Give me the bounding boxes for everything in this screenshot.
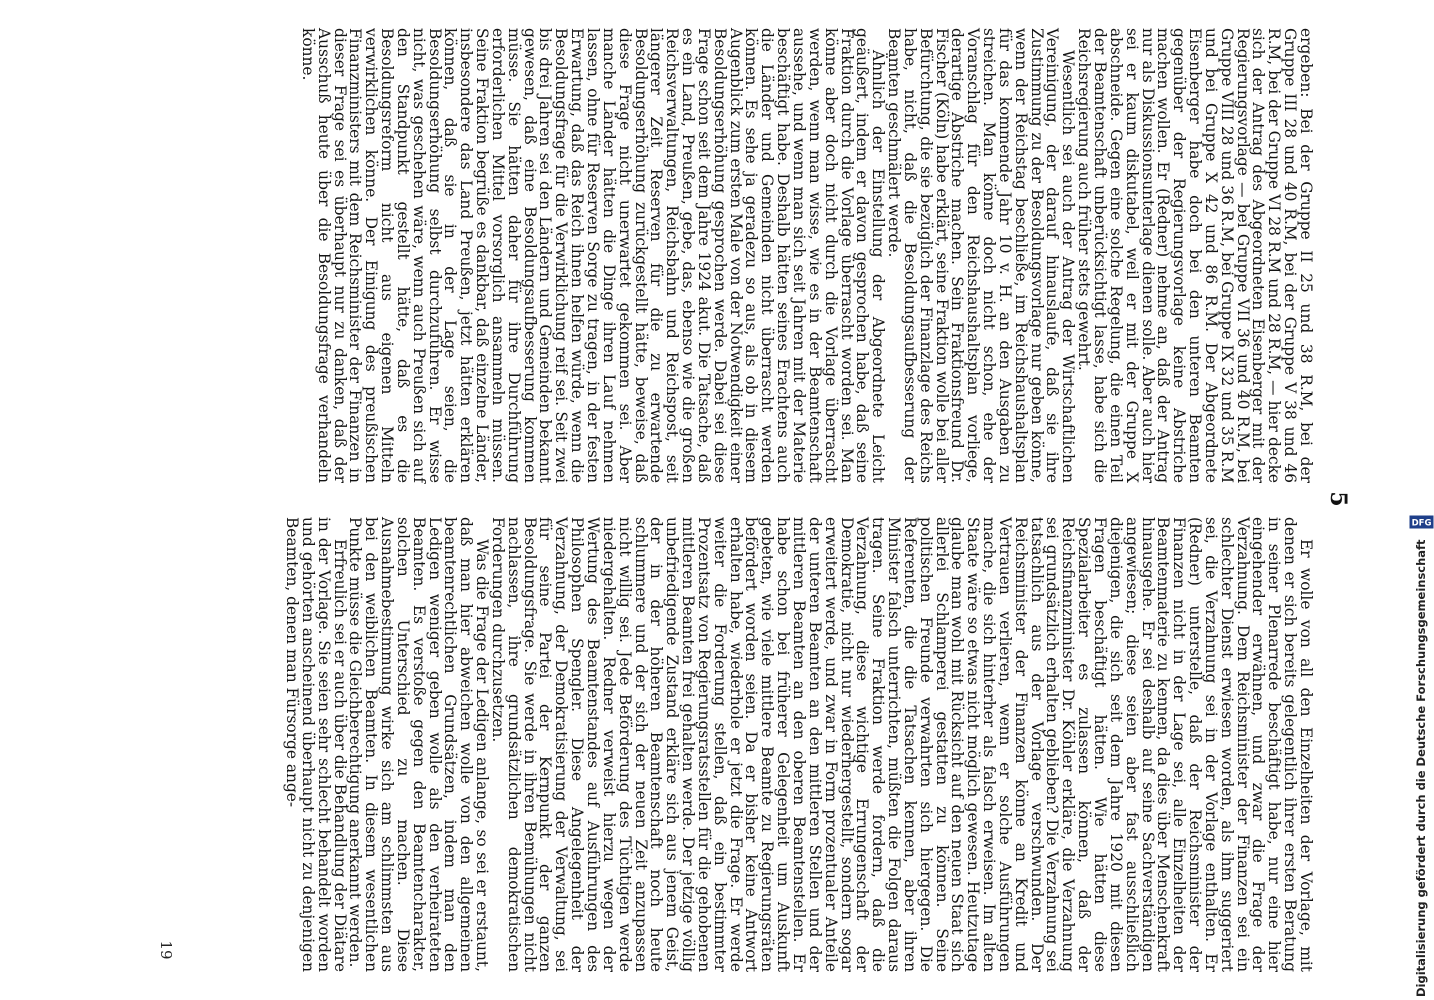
sheet-number: 19	[157, 940, 175, 960]
paragraph: Er wolle von all den Einzelheiten der Vorlage, mit denen er sich bereits gelegentlich ihrer ersten Beratung in seiner Plenarrede beschäftigt habe, nur eine hier eingehender erwähnen, und zwar die Frage der Verzahnung. Dem Reichsminister der Finanzen sei ein schlechter Dienst erwiesen worden, als ihm suggeriert sei, die Verzahnung sei in der Vorlage enthalten. Er (Redner) unterstelle, daß der Reichsminister der Finanzen nicht in der Lage sei, alle Einzelheiten der Beamtenmaterie zu kennen, da dies über Menschenkraft hinausgehe. Er sei deshalb auf seine Sachverständigen angewiesen; diese seien aber fast ausschließlich diejenigen, die sich seit dem Jahre 1920 mit diesen Fragen beschäftigt hätten. Wie hätten diese Spezialarbeiter es zulassen können, daß der Reichsfinanzminister Dr. Köhler erkläre, die Verzahnung sei grundsätzlich erhalten geblieben? Die Verzahnung sei tatsächlich aus der Vorlage verschwunden. Der Reichsminister der Finanzen könne an Kredit und Vertrauen verlieren, wenn er solche Ausführungen mache, die sich hinterher als falsch erweisen. Im alten Staate wäre so etwas nicht möglich gewesen. Heutzutage glaube man wohl mit Rücksicht auf den neuen Staat sich allerlei Schlamperei gestatten zu können. Seine politischen Freunde verwahrten sich hiergegen. Die Referenten, die die Tatsachen kennen, aber ihren Minister falsch unterrichten, müßten die Folgen daraus tragen. Seine Fraktion werde fordern, daß die Verzahnung, diese wichtige Errungenschaft der Demokratie, nicht nur wiederhergestellt, sondern sogar erweitert werde, und zwar in Form prozentualer Anteile der unteren Beamten an den mittleren Stellen und der mittleren Beamten an den oberen Beamtenstellen. Er habe schon bei früherer Gelegenheit um Auskunft gebeten, wie viele mittlere Beamte zu Regierungsräten befördert worden seien. Da er bisher keine Antwort erhalten habe, wiederhole er jetzt die Frage. Er werde weiter die Forderung stellen, daß ein bestimmter Prozentsatz von Regierungsratsstellen für die gehobenen mittleren Beamten frei gehalten werde. Der jetzige völlig unbefriedigende Zustand erkläre sich aus jenem Geist, der in der höheren Beamtenschaft noch heute schlummere und der sich der neuen Zeit anzupassen nicht willig sei. Jede Beförderung des Tüchtigen werde niedergehalten. Redner verweist hierzu wegen der Wertung des Beamtenstandes auf Ausführungen des Philosophen Spengler. Diese Angelegenheit der Verzahnung, der Demokratisierung der Verwaltung, sei für seine Partei der Kernpunkt der ganzen Besoldungsfrage. Sie werde in ihren Bemühungen nicht nachlassen, ihre grundsätzlichen demokratischen Forderungen durchzusetzen.	[488, 517, 1315, 972]
page-number: 5	[1325, 491, 1351, 507]
dfg-logo-icon	[1409, 516, 1433, 529]
paragraph: Wesentlich sei auch der Antrag der Wirtschaftlichen Vereinigung, der darauf hinauslaufe, daß sie ihre Zustimmung zu der Besoldungsvorlage nur geben könne, wenn der Reichstag beschließe, im Reichshaushaltsplan für das kommende Jahr 10 v. H. an den Ausgaben zu streichen. Man könne doch nicht schon, ehe der Voranschlag für den Reichshaushaltsplan vorliege, derartige Abstriche machen. Sein Fraktionsfreund Dr. Fischer (Köln) habe erklärt, seine Fraktion wolle bei aller Befürchtung, die sie bezüglich der Finanzlage des Reichs habe, nicht, daß die Besoldungsaufbesserung der Beamten geschmälert werde.	[885, 28, 1078, 483]
paragraph: Was die Frage der Ledigen anlange, so sei er erstaunt, daß man hier abweichen wolle von den allgemeinen beamtenrechtlichen Grundsätzen, indem man den Ledigen weniger geben wolle als den verheirateten Beamten. Es verstoße gegen den Beamtencharakter, solchen Unterschied zu machen. Diese Ausnahmebestimmung wirke sich am schlimmsten aus bei den weiblichen Beamten. In diesem wesentlichen Punkte müsse die Gleichberechtigung anerkannt werden.	[346, 517, 492, 972]
credit-text: Digitalisierung gefördert durch die Deutsche Forschungsgemeinschaft	[1414, 539, 1428, 997]
rotated-document-page	[125, 0, 1365, 1000]
paragraph: ergeben: Bei der Gruppe II 25 und 38 R.M, bei der Gruppe III 28 und 40 R.M, bei der Gruppe V 38 und 46 R.M, bei der Gruppe VI 28 R.M und 28 R.M, — hier decke sich der Antrag des Abgeordneten Eisenberger mit der Regierungsvorlage — bei Gruppe VII 36 und 40 R.M, bei Gruppe VIII 28 und 36 R.M, bei Gruppe IX 32 und 35 R.M und bei Gruppe X 42 und 86 R.M. Der Abgeordnete Eisenberger habe doch bei den unteren Beamten gegenüber der Regierungsvorlage keine Abstriche machen wollen. Er (Redner) nehme an, daß der Antrag nur als Diskussionsunterlage dienen solle. Aber auch hier sei er kaum diskutabel, weil er mit der Gruppe X abschneide. Gegen eine solche Regelung, die einen Teil der Beamtenschaft unberücksichtigt lasse, habe sich die Reichsregierung auch früher stets gewehrt.	[1075, 28, 1315, 483]
dfg-logo-text: DFG	[1411, 518, 1431, 529]
paragraph: Ähnlich der Einstellung der Abgeordnete Leicht geäußert, indem er davon gesprochen habe, daß seine Fraktion durch die Vorlage überrascht worden sei. Man könne aber doch nicht durch die Vorlage überrascht werden, wenn man wisse, wie es in der Beamtenschaft aussehe, und wenn man sich seit Jahren mit der Materie beschäftigt habe. Deshalb hätten seines Erachtens auch die Länder und Gemeinden nicht überrascht werden können. Es sehe ja geradezu so aus, als ob in diesem Augenblick zum ersten Male von der Notwendigkeit einer Besoldungserhöhung gesprochen werde. Dabei sei diese Frage schon seit dem Jahre 1924 akut. Die Tatsache, daß es ein Land, Preußen, gebe, das, ebenso wie die großen Reichsverwaltungen, Reichsbahn und Reichspost, seit längerer Zeit Reserven für die zu erwartende Besoldungserhöhung zurückgestellt hätte, beweise, daß diese Frage nicht unerwartet gekommen sei. Aber manche Länder hätten die Dinge ihren Lauf nehmen lassen, ohne für Reserven Sorge zu tragen, in der festen Erwartung, daß das Reich ihnen helfen würde, wenn die Besoldungsfrage für die Verwirklichung reif sei. Seit zwei bis drei Jahren sei den Ländern und Gemeinden bekannt gewesen, daß eine Besoldungsaufbesserung kommen müsse. Sie hätten daher für ihre Durchführung erforderlichen Mittel vorsorglich ansammeln müssen. Seine Fraktion begrüße es dankbar, daß einzelne Länder, insbesondere das Land Preußen, jetzt hätten erklären können, daß sie in der Lage seien, die Besoldungserhöhung selbst durchzuführen. Er wisse nicht, was geschehen wäre, wenn auch Preußen sich auf den Standpunkt gestellt hätte, daß es die Besoldungsreform nicht aus eigenen Mitteln verwirklichen könne. Der Einigung des preußischen Finanzministers mit dem Reichsminister der Finanzen in dieser Frage sei es überhaupt nur zu danken, daß der Ausschuß heute über die Besoldungsfrage verhandeln könne.	[298, 28, 888, 483]
paragraph: Erfreulich sei er auch über die Behandlung der Diätare in der Vorlage. Sie seien sehr schlecht behandelt worden und gehörten anscheinend überhaupt nicht zu denjenigen Beamten, denen man Fürsorge ange-	[283, 517, 349, 972]
text-column-left	[173, 28, 1313, 483]
text-column-right	[173, 517, 1313, 972]
digitization-credit	[1411, 510, 1431, 997]
